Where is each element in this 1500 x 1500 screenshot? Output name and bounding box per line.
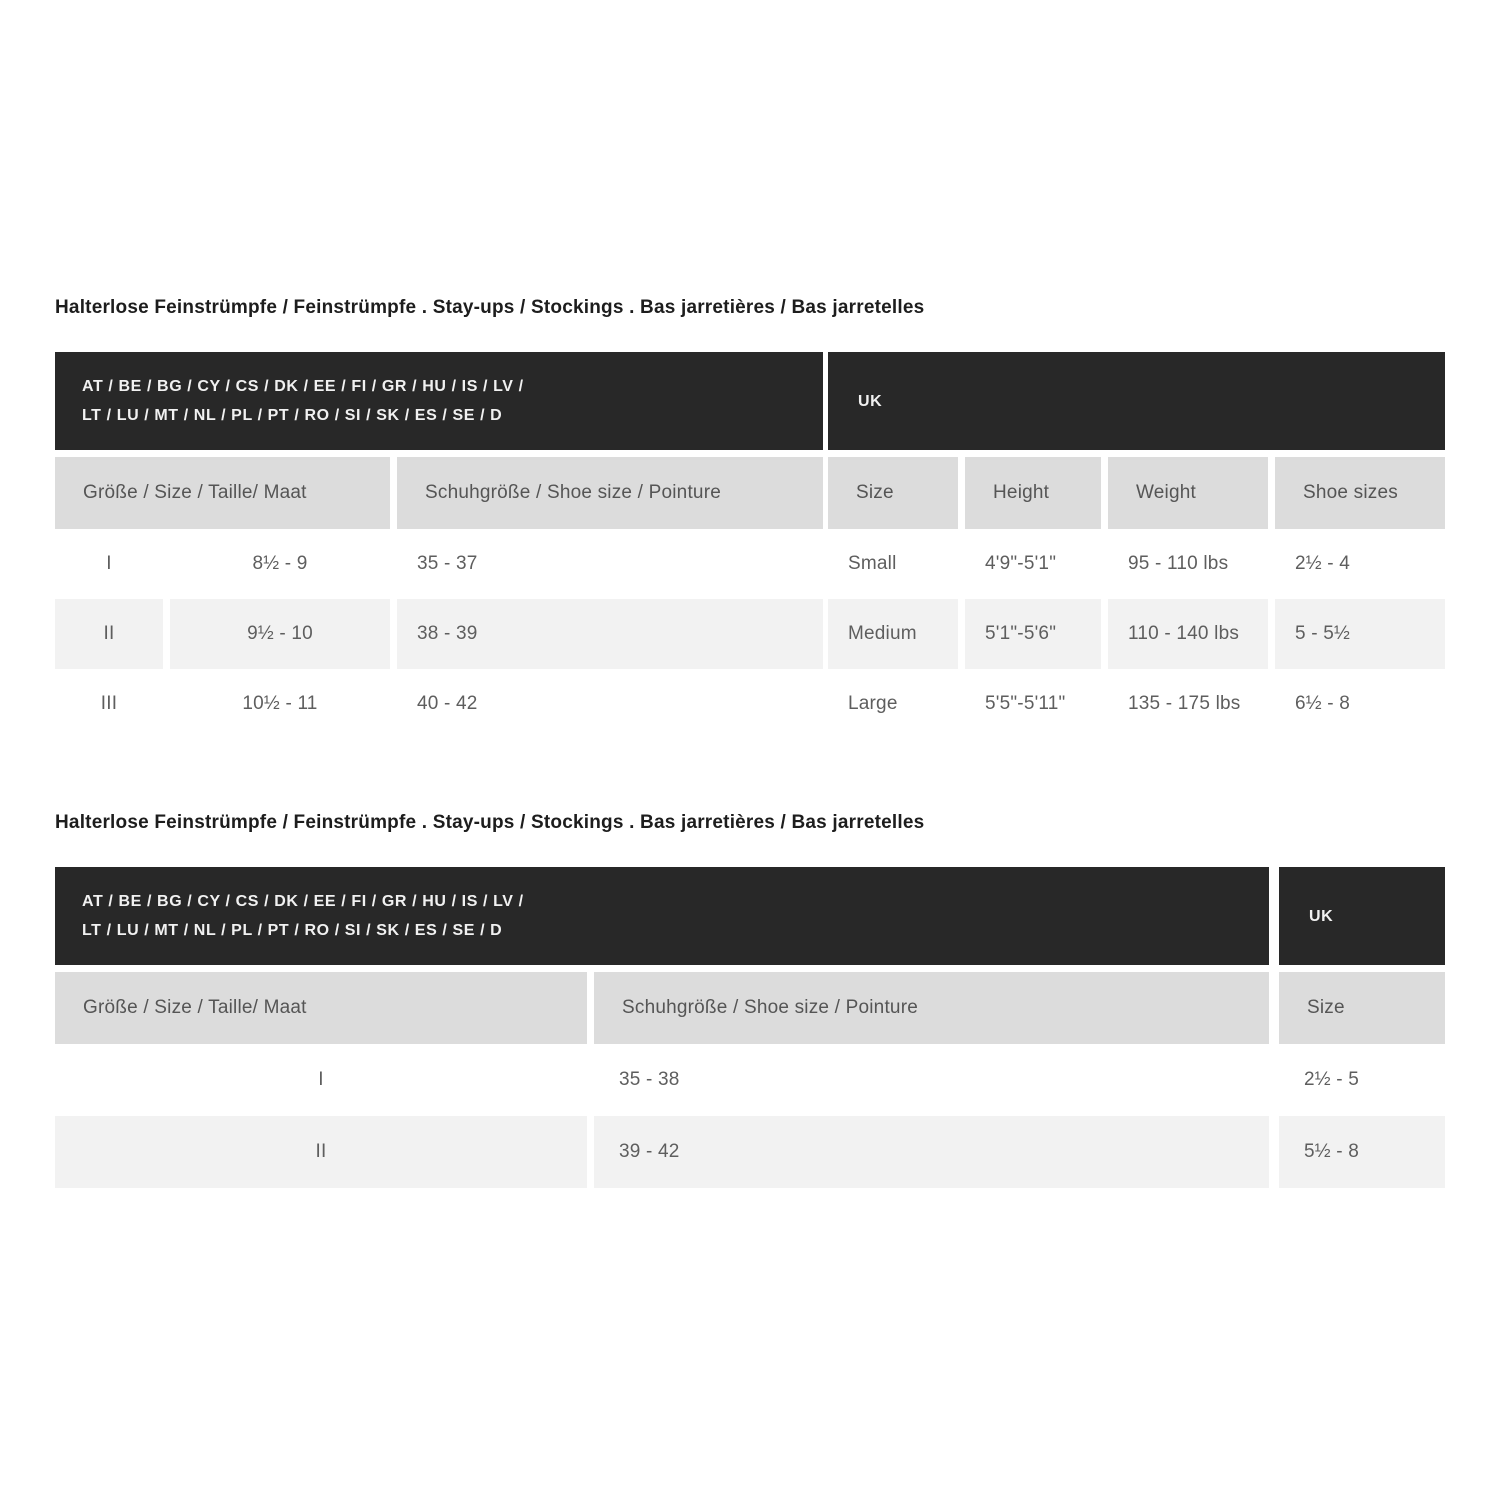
table-row <box>55 599 823 669</box>
eu-countries-line1: AT / BE / BG / CY / CS / DK / EE / FI / GR / HU / IS / LV / <box>82 378 524 395</box>
uk-size-cell: Small <box>848 553 897 574</box>
column-header-shoe-sizes: Shoe sizes <box>1275 457 1445 529</box>
eu-shoe-size-cell: 35 - 37 <box>417 553 478 574</box>
eu-size-cell: I <box>318 1069 324 1090</box>
eu-size-cell: II <box>55 599 163 669</box>
uk-height-cell: 4'9"-5'1" <box>985 553 1057 574</box>
size-chart-tables-1 <box>55 352 1445 739</box>
table-row <box>55 669 823 739</box>
eu-groesse-cell: 8½ - 9 <box>252 553 308 574</box>
table-row <box>828 529 1445 599</box>
eu-shoe-size-cell: 38 - 39 <box>397 599 823 669</box>
uk-column-headers-1 <box>828 457 1445 529</box>
eu-countries-header-1 <box>55 352 823 450</box>
table-row <box>1279 1044 1445 1116</box>
eu-size-table-1 <box>55 352 823 739</box>
column-header-weight: Weight <box>1108 457 1268 529</box>
uk-size-table-2 <box>1279 867 1445 1188</box>
uk-header-label: UK <box>858 392 883 410</box>
uk-header-label: UK <box>1309 907 1334 925</box>
size-chart-stayups-1 <box>55 296 1445 739</box>
uk-size-cell: 5½ - 8 <box>1279 1116 1445 1188</box>
uk-height-cell: 5'1"-5'6" <box>965 599 1101 669</box>
eu-countries-line2: LT / LU / MT / NL / PL / PT / RO / SI / SK / ES / SE / D <box>82 922 503 939</box>
uk-shoe-size-cell: 6½ - 8 <box>1295 693 1351 714</box>
eu-countries-line2: LT / LU / MT / NL / PL / PT / RO / SI / SK / ES / SE / D <box>82 407 503 424</box>
eu-shoe-size-cell: 39 - 42 <box>594 1116 1269 1188</box>
size-chart-title-2: Halterlose Feinstrümpfe / Feinstrümpfe . Stay-ups / Stockings . Bas jarretières / Bas jarretelles <box>55 812 925 833</box>
table-row <box>55 529 823 599</box>
uk-shoe-size-cell: 5 - 5½ <box>1275 599 1445 669</box>
uk-column-headers-2 <box>1279 972 1445 1044</box>
uk-size-cell: Medium <box>828 599 958 669</box>
uk-shoe-size-cell: 2½ - 4 <box>1295 553 1351 574</box>
uk-weight-cell: 135 - 175 lbs <box>1128 693 1241 714</box>
column-header-size: Size <box>1279 972 1445 1044</box>
size-chart-stayups-2 <box>55 811 1445 1188</box>
column-header-height: Height <box>965 457 1101 529</box>
uk-size-cell: 2½ - 5 <box>1304 1069 1360 1090</box>
eu-countries-header-2 <box>55 867 1269 965</box>
size-chart-title-1: Halterlose Feinstrümpfe / Feinstrümpfe . Stay-ups / Stockings . Bas jarretières / Bas jarretelles <box>55 297 925 318</box>
table-row <box>55 1044 1269 1116</box>
column-header-groesse: Größe / Size / Taille/ Maat <box>55 457 390 529</box>
size-chart-tables-2 <box>55 867 1445 1188</box>
eu-column-headers-2 <box>55 972 1269 1044</box>
uk-height-cell: 5'5"-5'11" <box>985 693 1066 714</box>
eu-size-cell: III <box>100 693 118 714</box>
eu-shoe-size-cell: 40 - 42 <box>417 693 478 714</box>
uk-weight-cell: 110 - 140 lbs <box>1108 599 1268 669</box>
table-row <box>828 599 1445 669</box>
eu-size-cell: I <box>106 553 112 574</box>
column-header-size: Size <box>828 457 958 529</box>
eu-countries-line1: AT / BE / BG / CY / CS / DK / EE / FI / GR / HU / IS / LV / <box>82 893 524 910</box>
eu-shoe-size-cell: 35 - 38 <box>619 1069 680 1090</box>
table-row <box>1279 1116 1445 1188</box>
uk-header-2 <box>1279 867 1445 965</box>
table-row <box>55 1116 1269 1188</box>
column-header-schuhgroesse: Schuhgröße / Shoe size / Pointure <box>594 972 1269 1044</box>
eu-column-headers-1 <box>55 457 823 529</box>
table-row <box>828 669 1445 739</box>
eu-size-table-2 <box>55 867 1269 1188</box>
eu-size-cell: II <box>55 1116 587 1188</box>
uk-size-table-1 <box>828 352 1445 739</box>
uk-size-cell: Large <box>848 693 898 714</box>
eu-groesse-cell: 10½ - 11 <box>242 693 318 714</box>
uk-weight-cell: 95 - 110 lbs <box>1128 553 1229 574</box>
uk-header-1 <box>828 352 1445 450</box>
column-header-schuhgroesse: Schuhgröße / Shoe size / Pointure <box>397 457 823 529</box>
eu-groesse-cell: 9½ - 10 <box>170 599 390 669</box>
column-header-groesse: Größe / Size / Taille/ Maat <box>55 972 587 1044</box>
